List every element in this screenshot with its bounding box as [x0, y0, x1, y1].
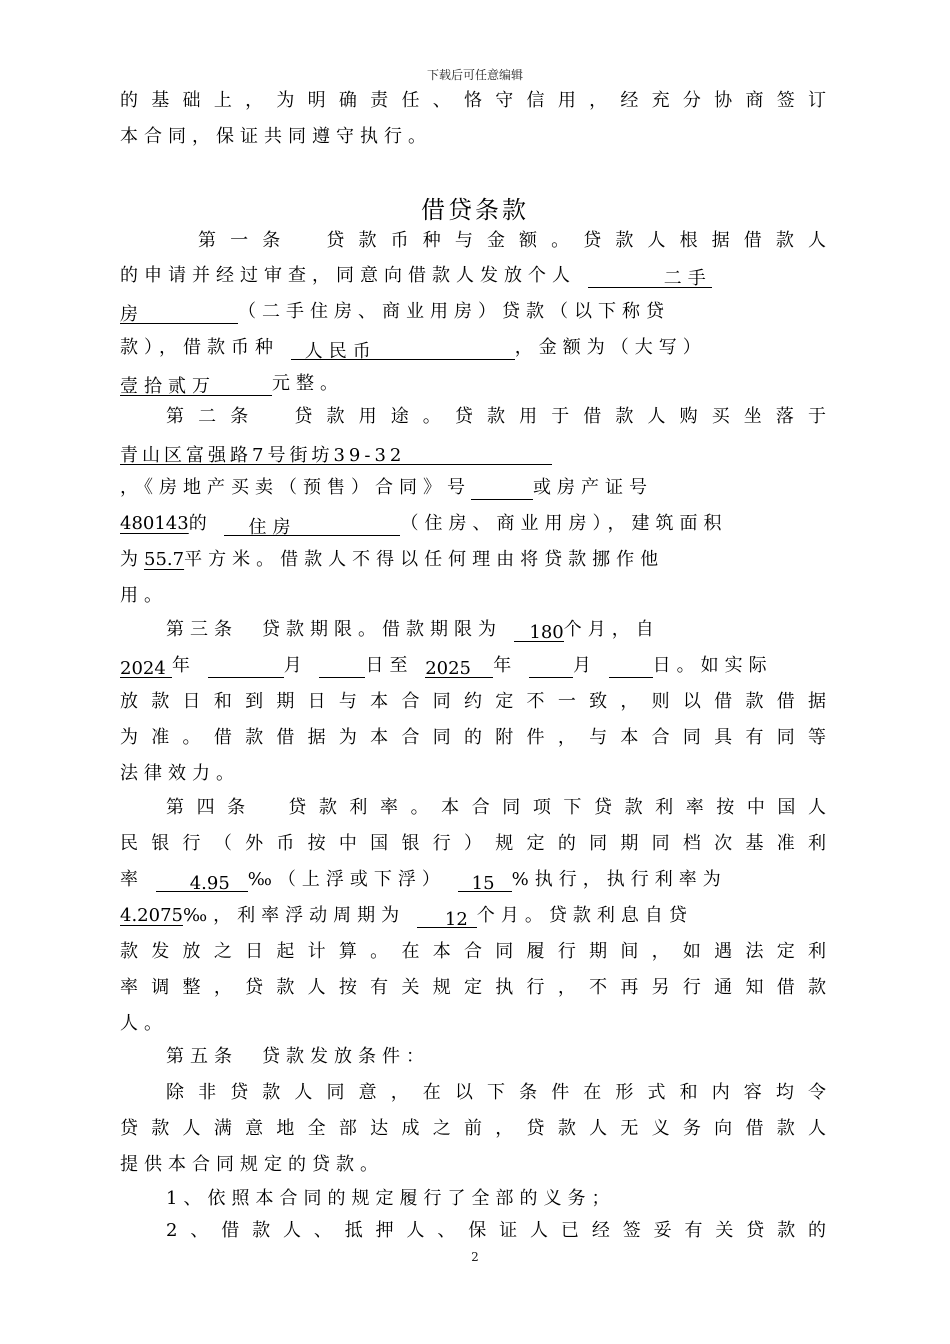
article-4-line-5: 款发放之日起计算。在本合同履行期间，如遇法定利 [120, 941, 832, 962]
article-4-line-6: 率调整，贷款人按有关规定执行，不再另行通知借款 [120, 977, 832, 998]
article-2-line-1: 第二条 贷款用途。贷款用于借款人购买坐落于 [166, 406, 832, 427]
article-2-line-5: 为55.7平方米。借款人不得以任何理由将贷款挪作他 [120, 549, 665, 570]
start-day-field [319, 657, 365, 678]
end-year-field: 2025 [425, 657, 493, 678]
exec-rate-field: 4.2075 [120, 905, 183, 926]
article-2-line-3: ，《房地产买卖（预售）合同》号 或房产证号 [120, 477, 653, 498]
article-3-line-3: 放款日和到期日与本合同约定不一致，则以借款借据 [120, 691, 832, 712]
float-period-field: 12 [417, 908, 477, 928]
article-5-line-2: 除非贷款人同意，在以下条件在形式和内容均令 [166, 1082, 832, 1103]
page-header: 下载后可任意编辑 [426, 68, 523, 82]
article-4-line-2: 民银行（外币按中国银行）规定的同期同档次基准利 [120, 833, 832, 854]
article-2-line-4: 480143的 住房 （住房、商业用房），建筑面积 [120, 513, 728, 538]
article-1-line-3: 房 （二手住房、商业用房）贷款（以下称贷 [120, 301, 670, 325]
address-field: 青山区富强路7号街坊39-32 [120, 444, 552, 465]
amount-field: 壹拾贰万 [120, 375, 272, 396]
page-number: 2 [471, 1250, 479, 1264]
start-month-field [208, 657, 284, 678]
base-rate-field: 4.95 [156, 872, 248, 892]
start-year-field: 2024 [120, 657, 172, 678]
end-day-field [609, 657, 653, 678]
loan-type-field-1: 二手 [588, 267, 712, 288]
property-cert-field: 480143 [120, 513, 189, 534]
property-usage-field: 住房 [224, 516, 400, 536]
intro-line-1: 的基础上，为明确责任、恪守信用，经充分协商签订 [120, 90, 832, 111]
article-5-item-1: 1、依照本合同的规定履行了全部的义务； [166, 1188, 616, 1209]
article-5-line-1: 第五条 贷款发放条件： [166, 1046, 430, 1067]
article-3-line-5: 法律效力。 [120, 763, 240, 784]
currency-field: 人民币 [291, 340, 515, 360]
article-4-line-7: 人。 [120, 1013, 168, 1034]
article-3-line-4: 为准。借款借据为本合同的附件，与本合同具有同等 [120, 727, 832, 748]
article-1-line-2: 的申请并经过审查，同意向借款人发放个人 二手 [120, 265, 712, 289]
article-4-line-1: 第四条 贷款利率。本合同项下贷款利率按中国人 [166, 797, 832, 818]
article-2-line-2 [120, 441, 832, 465]
article-2-line-6: 用。 [120, 585, 168, 606]
article-4-line-4: 4.2075‰，利率浮动周期为 12 个月。贷款利息自贷 [120, 905, 693, 930]
article-4-line-3: 率 4.95 ‰（上浮或下浮） 15 %执行，执行利率为 [120, 869, 727, 894]
article-5-line-3: 贷款人满意地全部达成之前，贷款人无义务向借款人 [120, 1118, 832, 1139]
article-3-line-2: 2024 年 月 日至 2025 年 月 日。如实际 [120, 655, 773, 679]
loan-type-field-2: 房 [120, 303, 238, 324]
section-title: 借贷条款 [421, 196, 529, 224]
area-field: 55.7 [144, 549, 185, 570]
term-months-field: 180 [514, 621, 564, 642]
article-1-line-5: 壹拾贰万 元整。 [120, 373, 344, 397]
article-5-line-4: 提供本合同规定的贷款。 [120, 1154, 384, 1175]
article-5-item-2: 2、借款人、抵押人、保证人已经签妥有关贷款的 [166, 1220, 832, 1241]
end-month-field [529, 657, 573, 678]
intro-line-2: 本合同，保证共同遵守执行。 [120, 126, 432, 147]
article-3-line-1: 第三条 贷款期限。借款期限为 180个月，自 [166, 619, 660, 643]
article-1-line-4: 款），借款币种 人民币 ，金额为（大写） [120, 337, 707, 362]
float-rate-field: 15 [458, 872, 512, 892]
article-1-line-1: 第一条 贷款币种与金额。贷款人根据借款人 [198, 230, 832, 251]
contract-number-field [471, 479, 533, 500]
